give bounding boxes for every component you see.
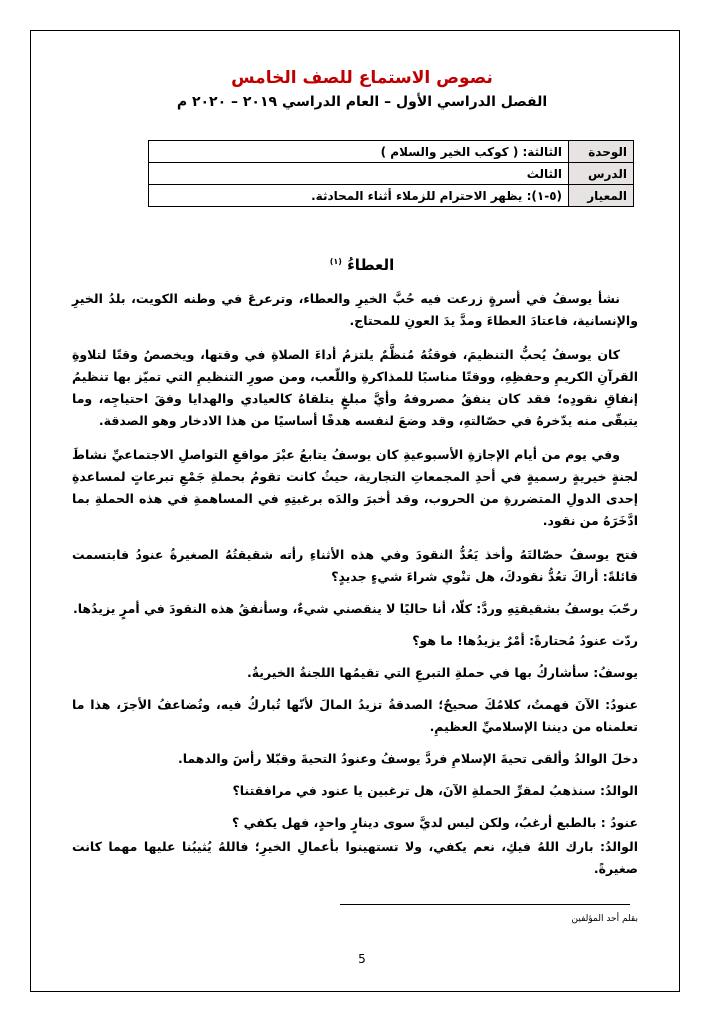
footnote-mark: (١) (329, 257, 342, 266)
paragraph: كان يوسفُ يُحبُّ التنظيمَ، فوقتُهُ مُنظَّمٌ يلتزمُ أداءَ الصلاةِ في وقتها، ويخصصُ وقتًا لتلاوةِ القرآنِ الكريمِ وحفظِهِ، ووقتًا مناسبًا للمذاكرةِ واللّعب، ومن صورِ التنظيمِ التي تميّز بها تنظيمُ إنفاقِ نقودِه؛ فقد كان ينفقُ مصروفهُ وأيَّ مبلغٍ يتلقاهُ كالعيادي والهدايا وفقَ احتياجِه، وما يتبقّى منه يدّخرهُ في حصّالتهِ، وقد وضعَ لنفسه هدفًا أساسيًا من هذا الادخار وهو الصدقة. (72, 347, 638, 428)
dialogue-line: دخلَ الوالدُ وألقى تحيةَ الإسلامِ فردَّ يوسفُ وعنودُ التحيةَ وقبّلا رأسَ والدهما. (177, 751, 638, 766)
dialogue-line: الوالدُ: بارك اللهُ فيكِ، نعم يكفي، ولا تستهينوا بأعمالِ الخيرِ؛ فاللهُ يُثيبُنا عليها مهما كانت صغيرةً. (72, 839, 638, 876)
lesson-label: الدرس (569, 163, 634, 185)
page-number: 5 (358, 952, 366, 966)
lesson-value: الثالث (149, 163, 569, 185)
dialogue-line: الوالدُ: سنذهبُ لمقرِّ الحملةِ الآنَ، هل ترغبين يا عنود في مرافقتنا؟ (232, 783, 638, 798)
page-title: نصوص الاستماع للصف الخامس (231, 68, 493, 88)
footnote-divider (340, 904, 630, 905)
standard-value: (٥-١): يظهر الاحترام للزملاء أثناء المحادثة. (149, 185, 569, 207)
paragraph: نشأ يوسفُ في أسرةٍ زرعت فيه حُبَّ الخيرِ والعطاء، وترعرعَ في وطنه الكويت، بلدُ الخيرِ والإنسانية، فاعتادَ العطاءَ ومدَّ يدَ العونِ للمحتاج. (72, 291, 638, 328)
footnote: بقلم أحد المؤلفين (571, 914, 638, 924)
dialogue-line: عنودُ : بالطبع أرغبُ، ولكن ليس لديَّ سوى دينارٍ واحدٍ، فهل يكفي ؟ (232, 815, 638, 830)
table-row-standard (149, 185, 634, 207)
dialogue-line: ردّت عنودُ مُحتارةً: أمْرٌ يزيدُها! ما هو؟ (412, 633, 638, 648)
unit-label: الوحدة (569, 141, 634, 163)
dialogue-line: رحّبَ يوسفُ بشقيقتِهِ وردَّ: كلّا، أنا حاليًا لا ينقصني شيءٌ، وسأنفقُ هذه النقودَ في أمرٍ يزيدُها. (72, 601, 638, 616)
table-row-unit (149, 141, 634, 163)
lesson-info-table (148, 140, 634, 207)
page-subtitle: الفصل الدراسي الأول – العام الدراسي ٢٠١٩ – ٢٠٢٠ م (176, 94, 548, 110)
dialogue-line: يوسفُ: سأشاركُ بها في حملةِ التبرعِ التي تقيمُها اللجنةُ الخيريةُ. (246, 665, 638, 680)
story-heading-text: العطاءُ (347, 256, 395, 274)
standard-label: المعيار (569, 185, 634, 207)
table-row-lesson (149, 163, 634, 185)
dialogue-line: فتح يوسفُ حصّالتَهُ وأخذ يَعُدُّ النقودَ وفي هذه الأثناءِ رأته شقيقتُهُ الصغيرةُ عنودُ فابتسمت قائلةً: أراكَ تعُدُّ نقودكَ، هل تنْوي شراءَ شيءٍ جديدٍ؟ (72, 547, 638, 584)
story-body (72, 288, 638, 882)
dialogue-line: عنودُ: الآنَ فهمتُ، كلامُكَ صحيحٌ؛ الصدقةُ تزيدُ المالَ لأنّها تُباركُ فيه، وتُضاعفُ الأجرَ، هذا ما تعلمناه من ديننا الإسلاميِّ العظيمِ. (72, 697, 638, 734)
paragraph: وفي يوم من أيام الإجازةِ الأسبوعيةِ كان يوسفُ يتابعُ عبْرَ مواقعِ التواصلِ الاجتماعيِّ نشاطَ لجنةٍ خيريةٍ رسميةٍ في أحدِ المجمعاتِ التجارية، حيثُ كانت تقومُ بحملةِ جَمْعِ تبرعاتٍ لمساعدةِ إحدى الدولِ المتضررةِ من الحروب، وقد أخبرَ والدَه برغبتِهِ في المساهمةِ في هذه الحملةِ بما ادَّخَرَهُ من نقود. (72, 447, 638, 528)
story-heading (0, 256, 724, 274)
unit-value: الثالثة: ( كوكب الخير والسلام ) (149, 141, 569, 163)
